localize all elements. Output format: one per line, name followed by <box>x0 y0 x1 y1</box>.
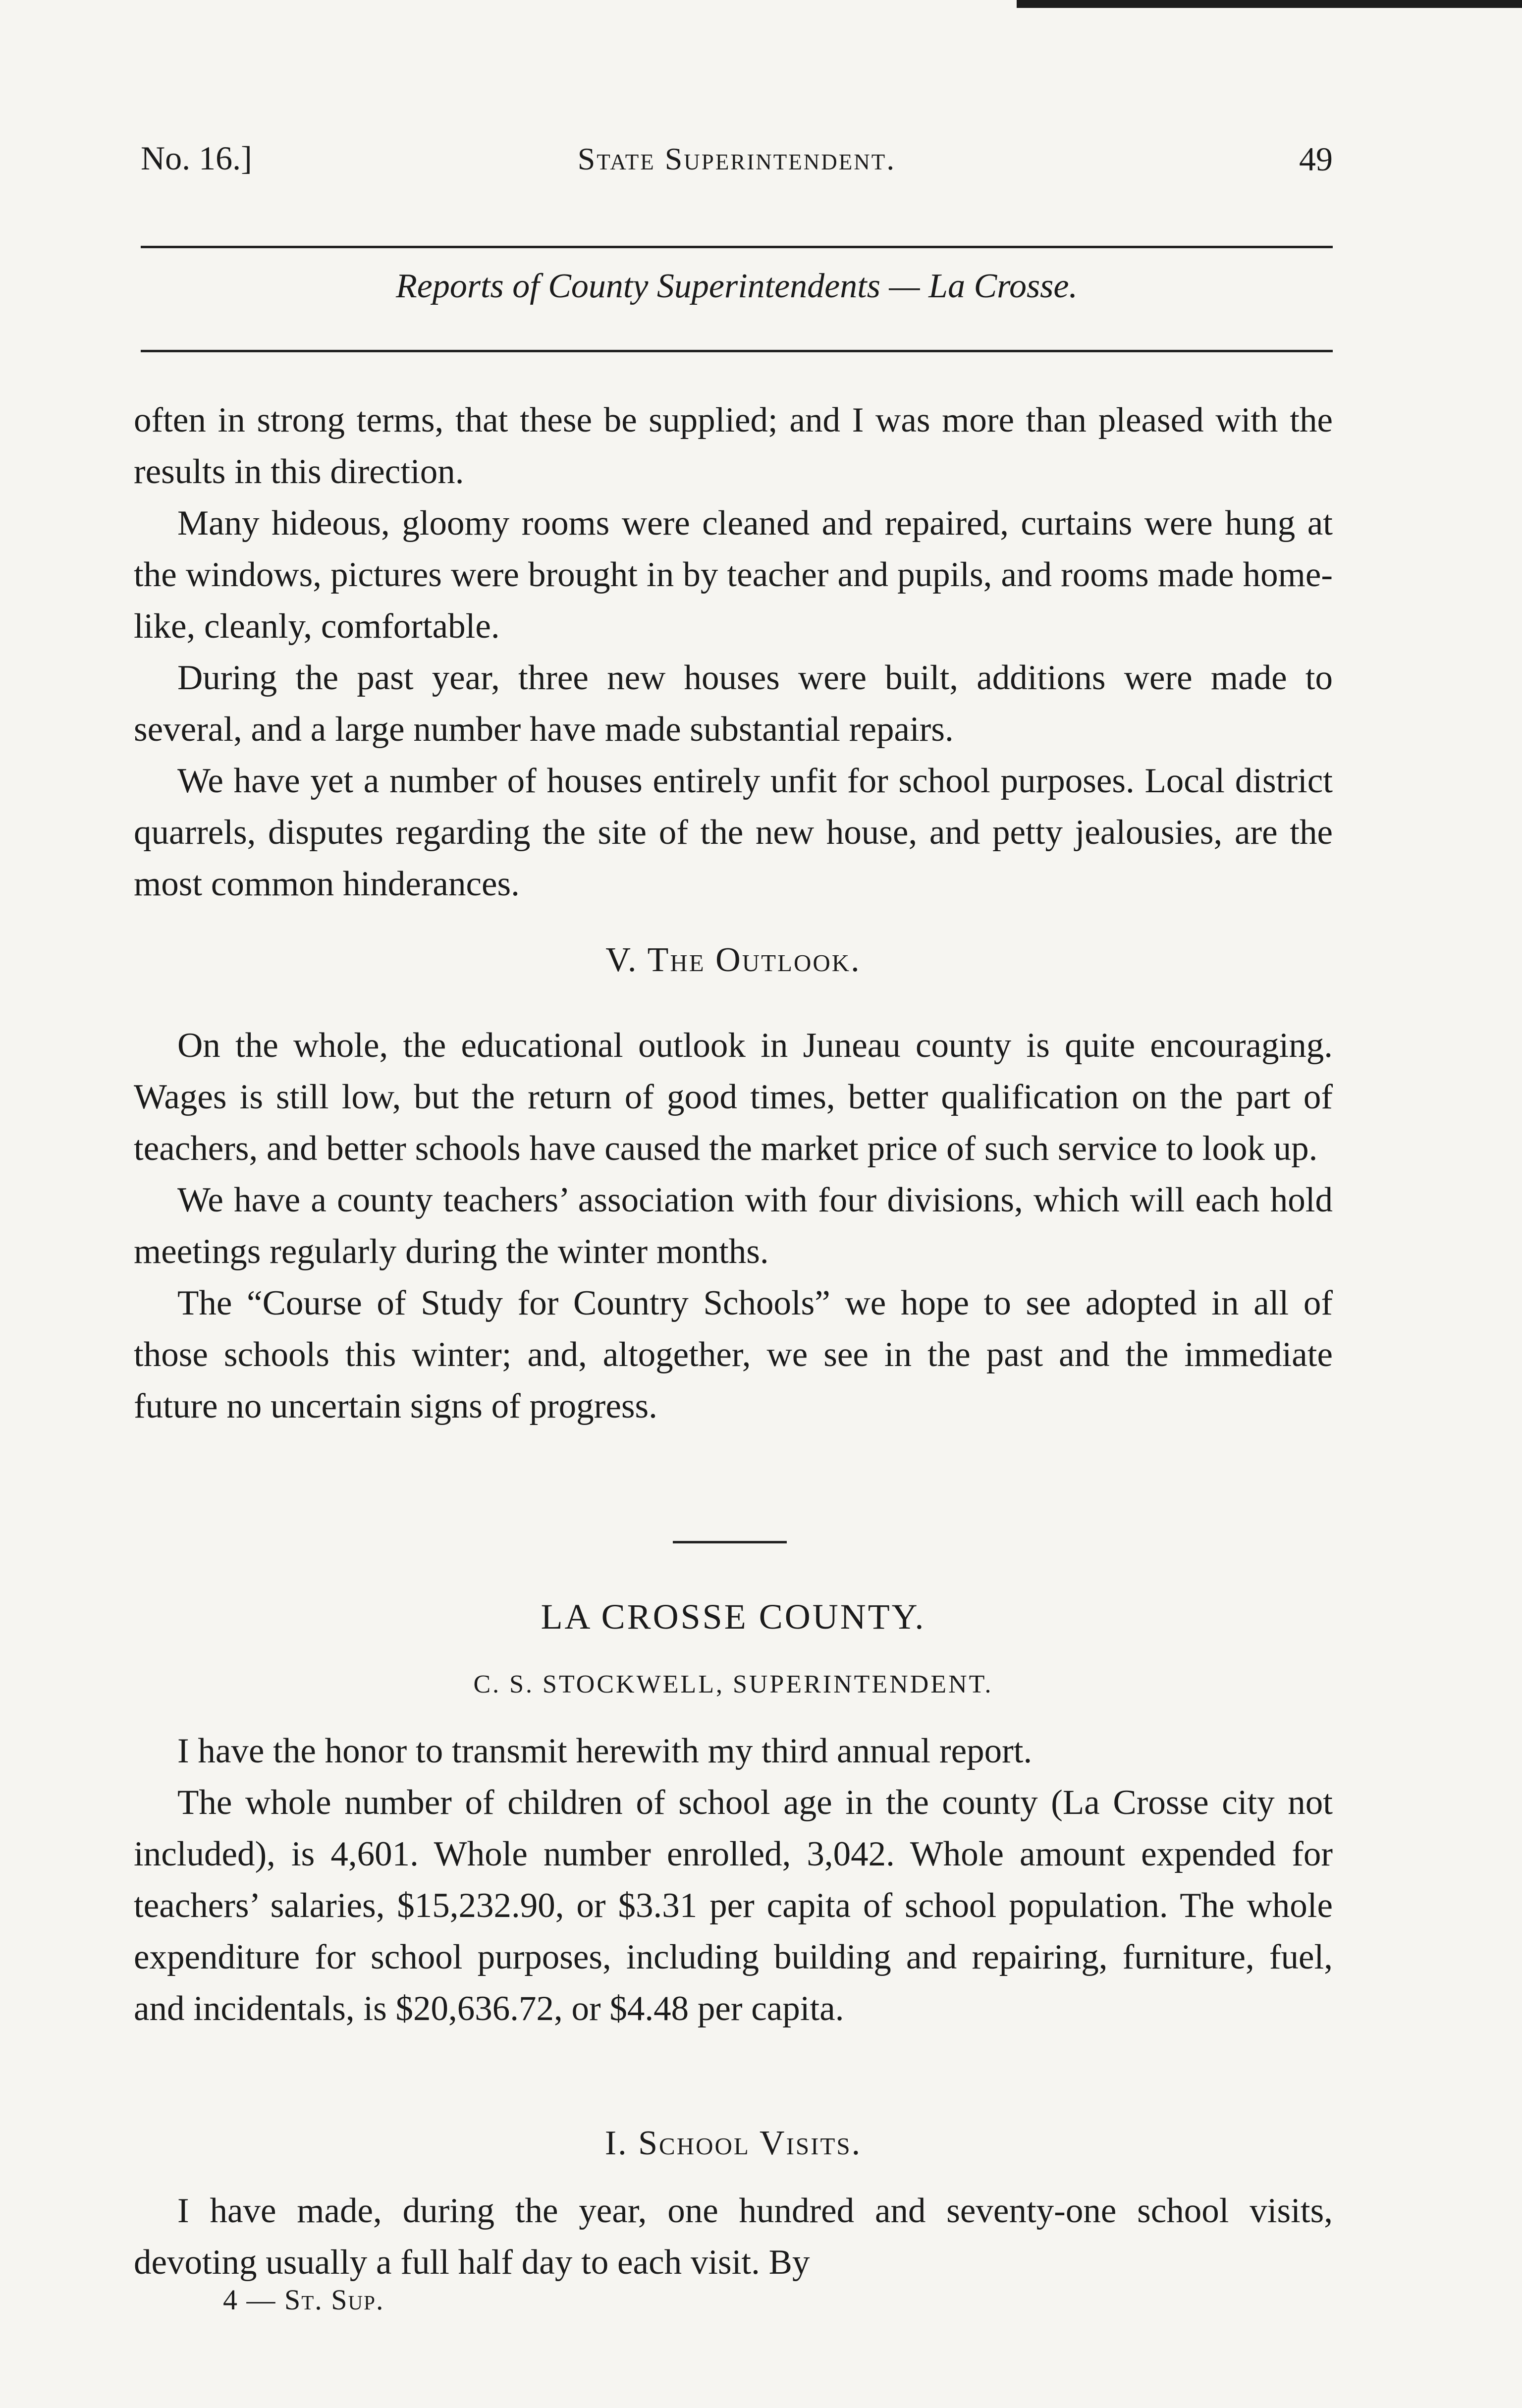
paragraph: often in strong terms, that these be supplied; and I was more than pleased with the results in this direction. <box>134 401 1333 491</box>
paragraph-block-2 <box>134 1020 1333 1432</box>
page-header <box>141 134 1333 188</box>
running-head: Reports of County Superintendents — La Crosse. <box>395 267 1078 305</box>
paragraph-block-1 <box>134 394 1333 910</box>
document-number: No. 16.] <box>141 139 252 177</box>
superintendent-byline: C. S. STOCKWELL, SUPERINTENDENT. <box>473 1670 993 1698</box>
paragraph: The “Course of Study for Country Schools” we hope to see adopted in all of those schools this winter; and, altogether, we see in the past and the immediate future no uncertain signs of progress. <box>134 1284 1333 1425</box>
paragraph-block-3 <box>134 1725 1333 2034</box>
paragraph: The whole number of children of school age in the county (La Crosse city not included), is 4,601. Whole number enrolled, 3,042. Whole amount expended for teachers’ salaries, $15,232.90, or $3.31 per capita of school population. The whole expenditure for school purposes, including building and repairing, furniture, fuel, and incidentals, is $20,636.72, or $4.48 per capita. <box>134 1783 1333 2028</box>
county-heading: LA CROSSE COUNTY. <box>541 1597 926 1637</box>
header-rule-top <box>141 246 1333 248</box>
scan-edge-mark <box>1017 0 1522 8</box>
section-heading-school-visits: I. School Visits. <box>604 2124 862 2162</box>
paragraph: I have the honor to transmit herewith my third annual report. <box>177 1732 1033 1770</box>
header-rule-bottom <box>141 350 1333 352</box>
paragraph: Many hideous, gloomy rooms were cleaned and repaired, curtains were hung at the windows, pictures were brought in by teacher and pupils, and rooms made home-like, cleanly, comfortable. <box>134 504 1333 646</box>
section-divider <box>673 1541 787 1543</box>
section-heading-outlook: V. The Outlook. <box>605 941 861 979</box>
page-number: 49 <box>1299 140 1333 178</box>
paragraph: On the whole, the educational outlook in Juneau county is quite encouraging. Wages is still low, but the return of good times, better qualification on the part of teachers, and better schools have caused the market price of such service to look up. <box>134 1026 1333 1168</box>
paragraph: We have a county teachers’ association with four divisions, which will each hold meetings regularly during the winter months. <box>134 1181 1333 1271</box>
header-title: State Superintendent. <box>577 141 896 176</box>
paragraph: I have made, during the year, one hundred and seventy-one school visits, devoting usually a full half day to each visit. By <box>134 2191 1333 2282</box>
paragraph-block-4 <box>134 2185 1333 2288</box>
paragraph: During the past year, three new houses were built, additions were made to several, and a large number have made substantial repairs. <box>134 658 1333 749</box>
signature-mark: 4 — St. Sup. <box>223 2284 384 2316</box>
paragraph: We have yet a number of houses entirely unfit for school purposes. Local district quarrels, disputes regarding the site of the new house, and petty jealousies, are the most common hinderances. <box>134 762 1333 903</box>
